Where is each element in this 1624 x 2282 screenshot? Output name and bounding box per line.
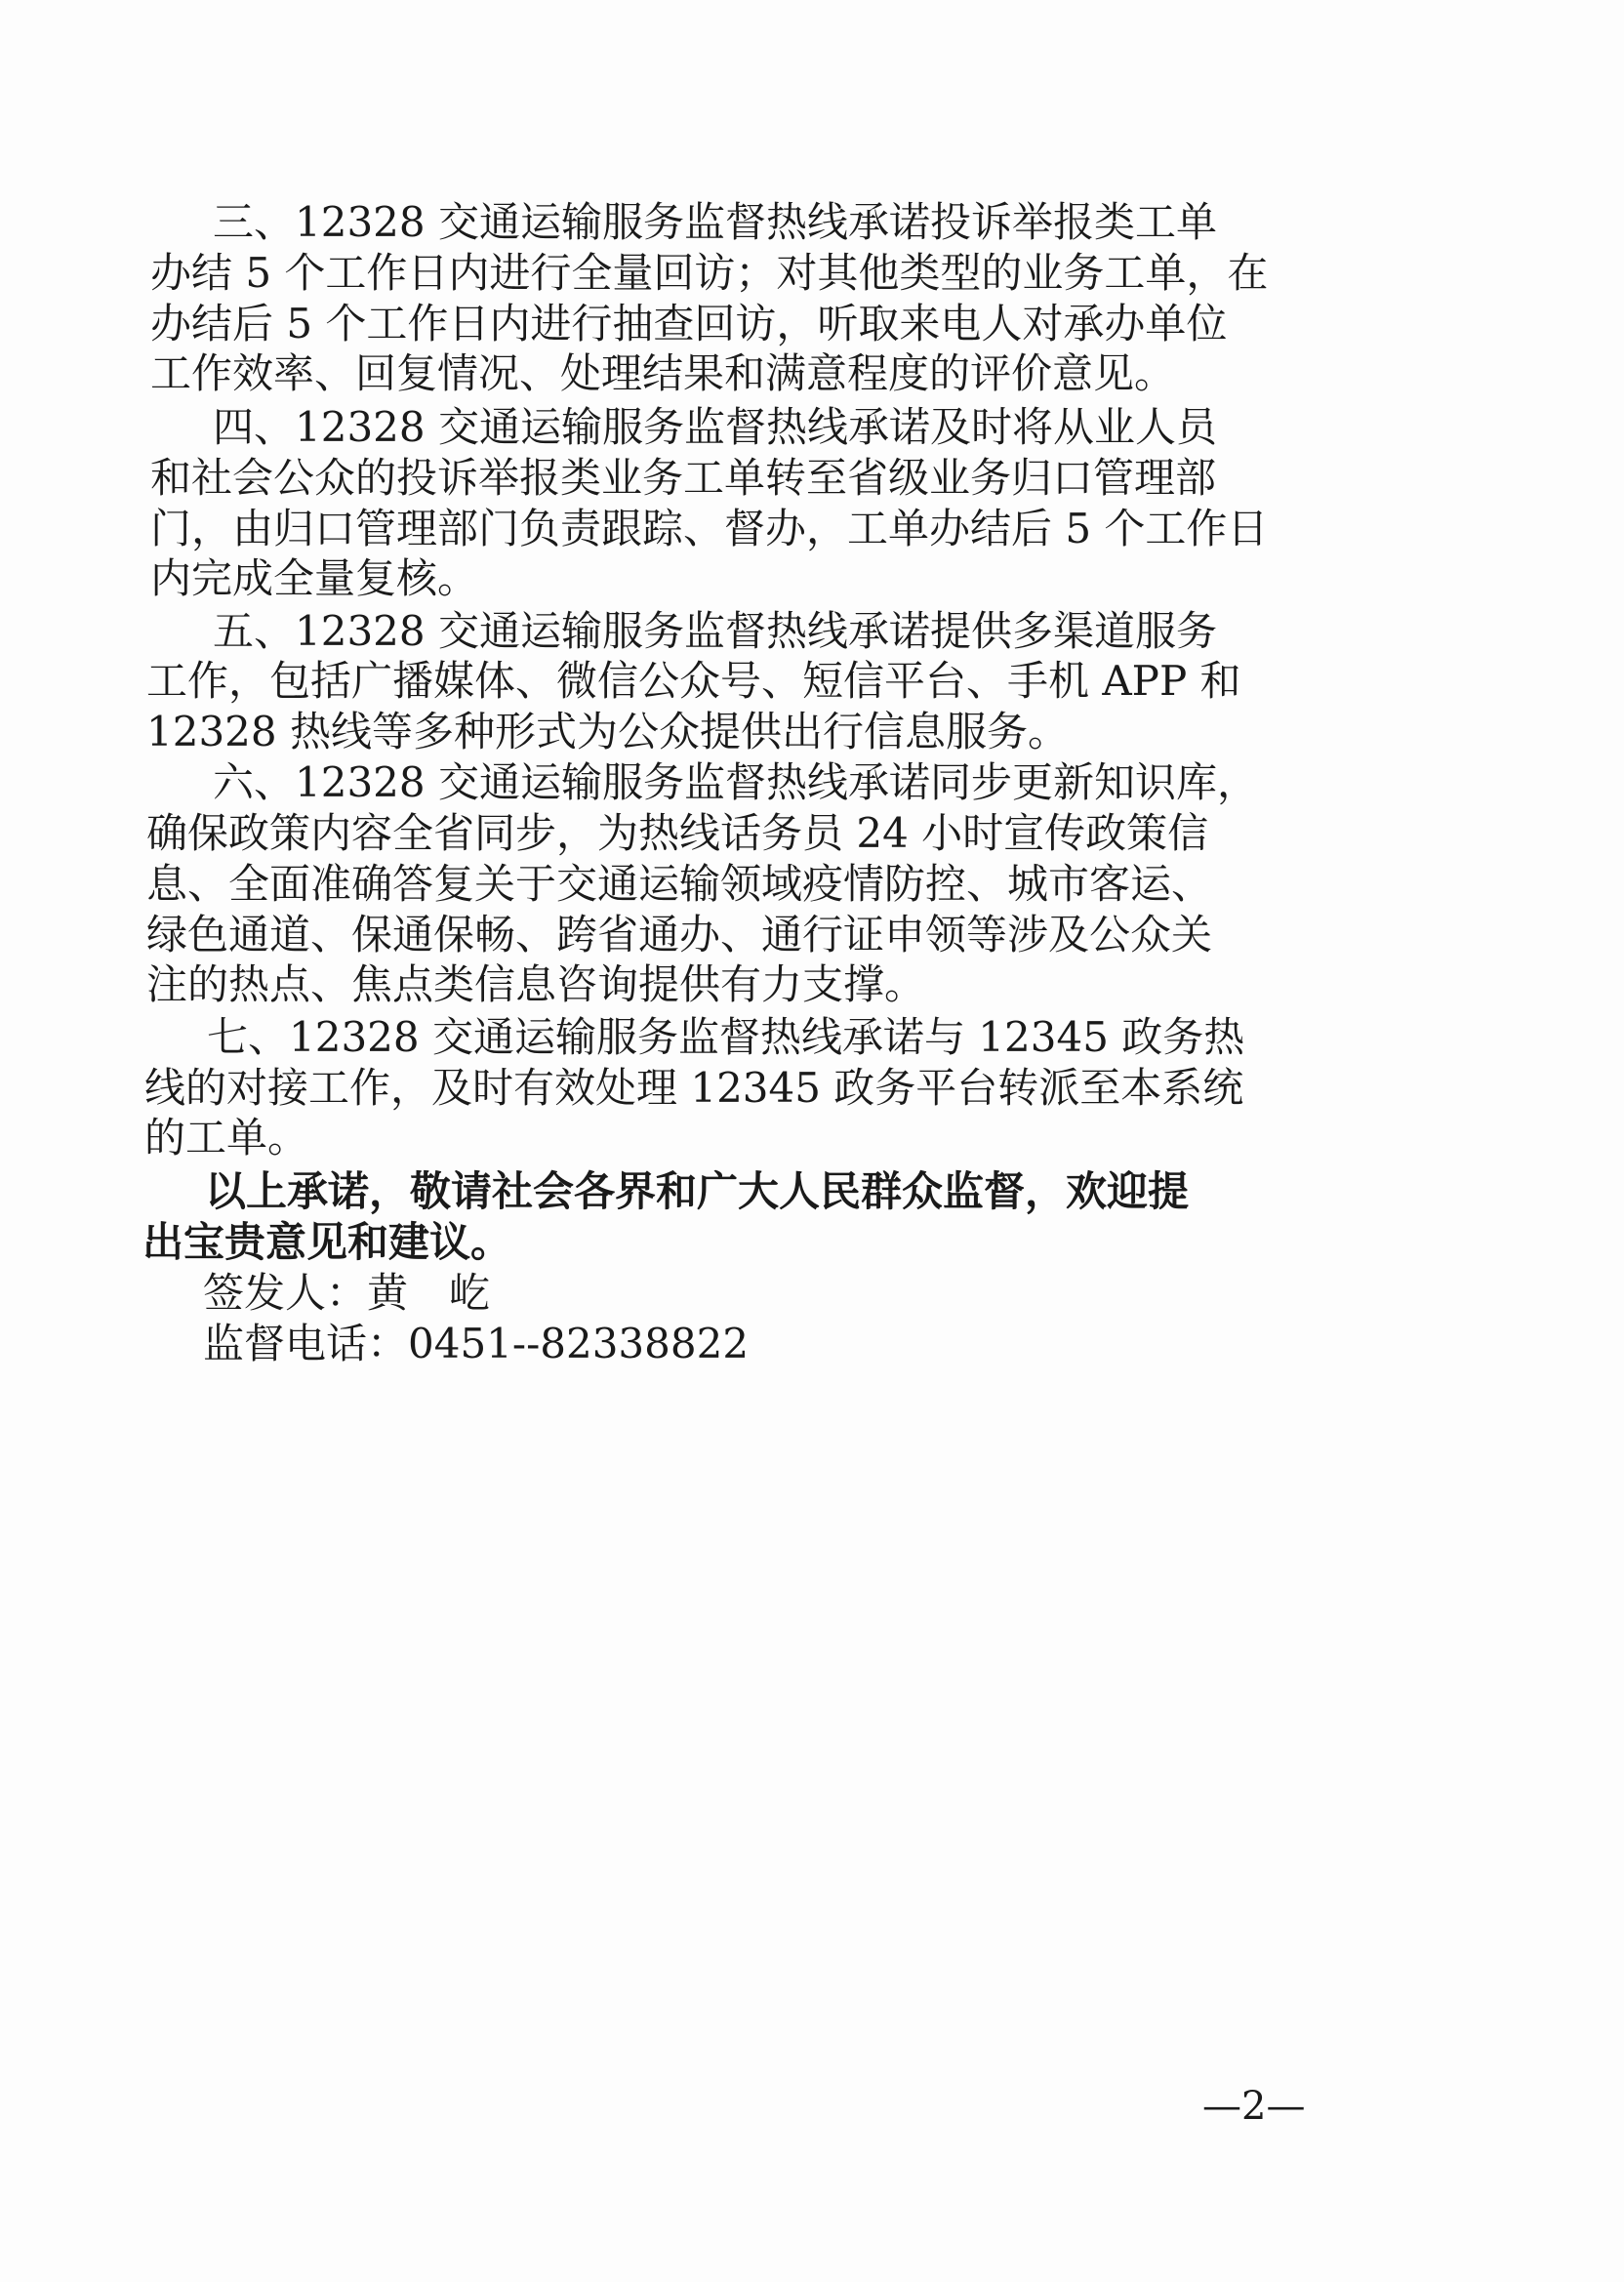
- paragraph-4-line-2: 和社会公众的投诉举报类业务工单转至省级业务归口管理部: [150, 454, 1217, 502]
- paragraph-7-line-1: 七、12328 交通运输服务监督热线承诺与 12345 政务热: [207, 1013, 1245, 1061]
- closing-line-1: 以上承诺，敬请社会各界和广大人民群众监督，欢迎提: [205, 1167, 1190, 1215]
- paragraph-3-line-2: 办结 5 个工作日内进行全量回访；对其他类型的业务工单，在: [150, 249, 1269, 297]
- paragraph-3-line-3: 办结后 5 个工作日内进行抽查回访，听取来电人对承办单位: [150, 300, 1228, 347]
- paragraph-4-line-4: 内完成全量复核。: [150, 554, 479, 602]
- issuer-line: 签发人：黄 屹: [203, 1269, 491, 1317]
- paragraph-6-line-4: 绿色通道、保通保畅、跨省通办、通行证申领等涉及公众关: [146, 911, 1213, 958]
- paragraph-3-line-1: 三、12328 交通运输服务监督热线承诺投诉举报类工单: [213, 198, 1217, 246]
- paragraph-7-line-3: 的工单。: [144, 1114, 309, 1161]
- paragraph-4-line-1: 四、12328 交通运输服务监督热线承诺及时将从业人员: [213, 403, 1217, 451]
- paragraph-3-line-4: 工作效率、回复情况、处理结果和满意程度的评价意见。: [150, 349, 1176, 397]
- paragraph-7-line-2: 线的对接工作，及时有效处理 12345 政务平台转派至本系统: [144, 1064, 1244, 1112]
- paragraph-5-line-1: 五、12328 交通运输服务监督热线承诺提供多渠道服务: [213, 607, 1217, 655]
- paragraph-6-line-5: 注的热点、焦点类信息咨询提供有力支撑。: [146, 960, 926, 1008]
- paragraph-6-line-1: 六、12328 交通运输服务监督热线承诺同步更新知识库，: [213, 758, 1258, 806]
- paragraph-6-line-3: 息、全面准确答复关于交通运输领域疫情防控、城市客运、: [146, 860, 1213, 908]
- paragraph-5-line-2: 工作，包括广播媒体、微信公众号、短信平台、手机 APP 和: [146, 657, 1241, 705]
- phone-line: 监督电话：0451--82338822: [203, 1320, 750, 1367]
- page-number: —2—: [1202, 2084, 1306, 2129]
- paragraph-5-line-3: 12328 热线等多种形式为公众提供出行信息服务。: [146, 708, 1069, 755]
- closing-line-2: 出宝贵意见和建议。: [142, 1218, 512, 1266]
- paragraph-6-line-2: 确保政策内容全省同步，为热线话务员 24 小时宣传政策信: [146, 809, 1209, 857]
- paragraph-4-line-3: 门，由归口管理部门负责跟踪、督办，工单办结后 5 个工作日: [150, 505, 1269, 552]
